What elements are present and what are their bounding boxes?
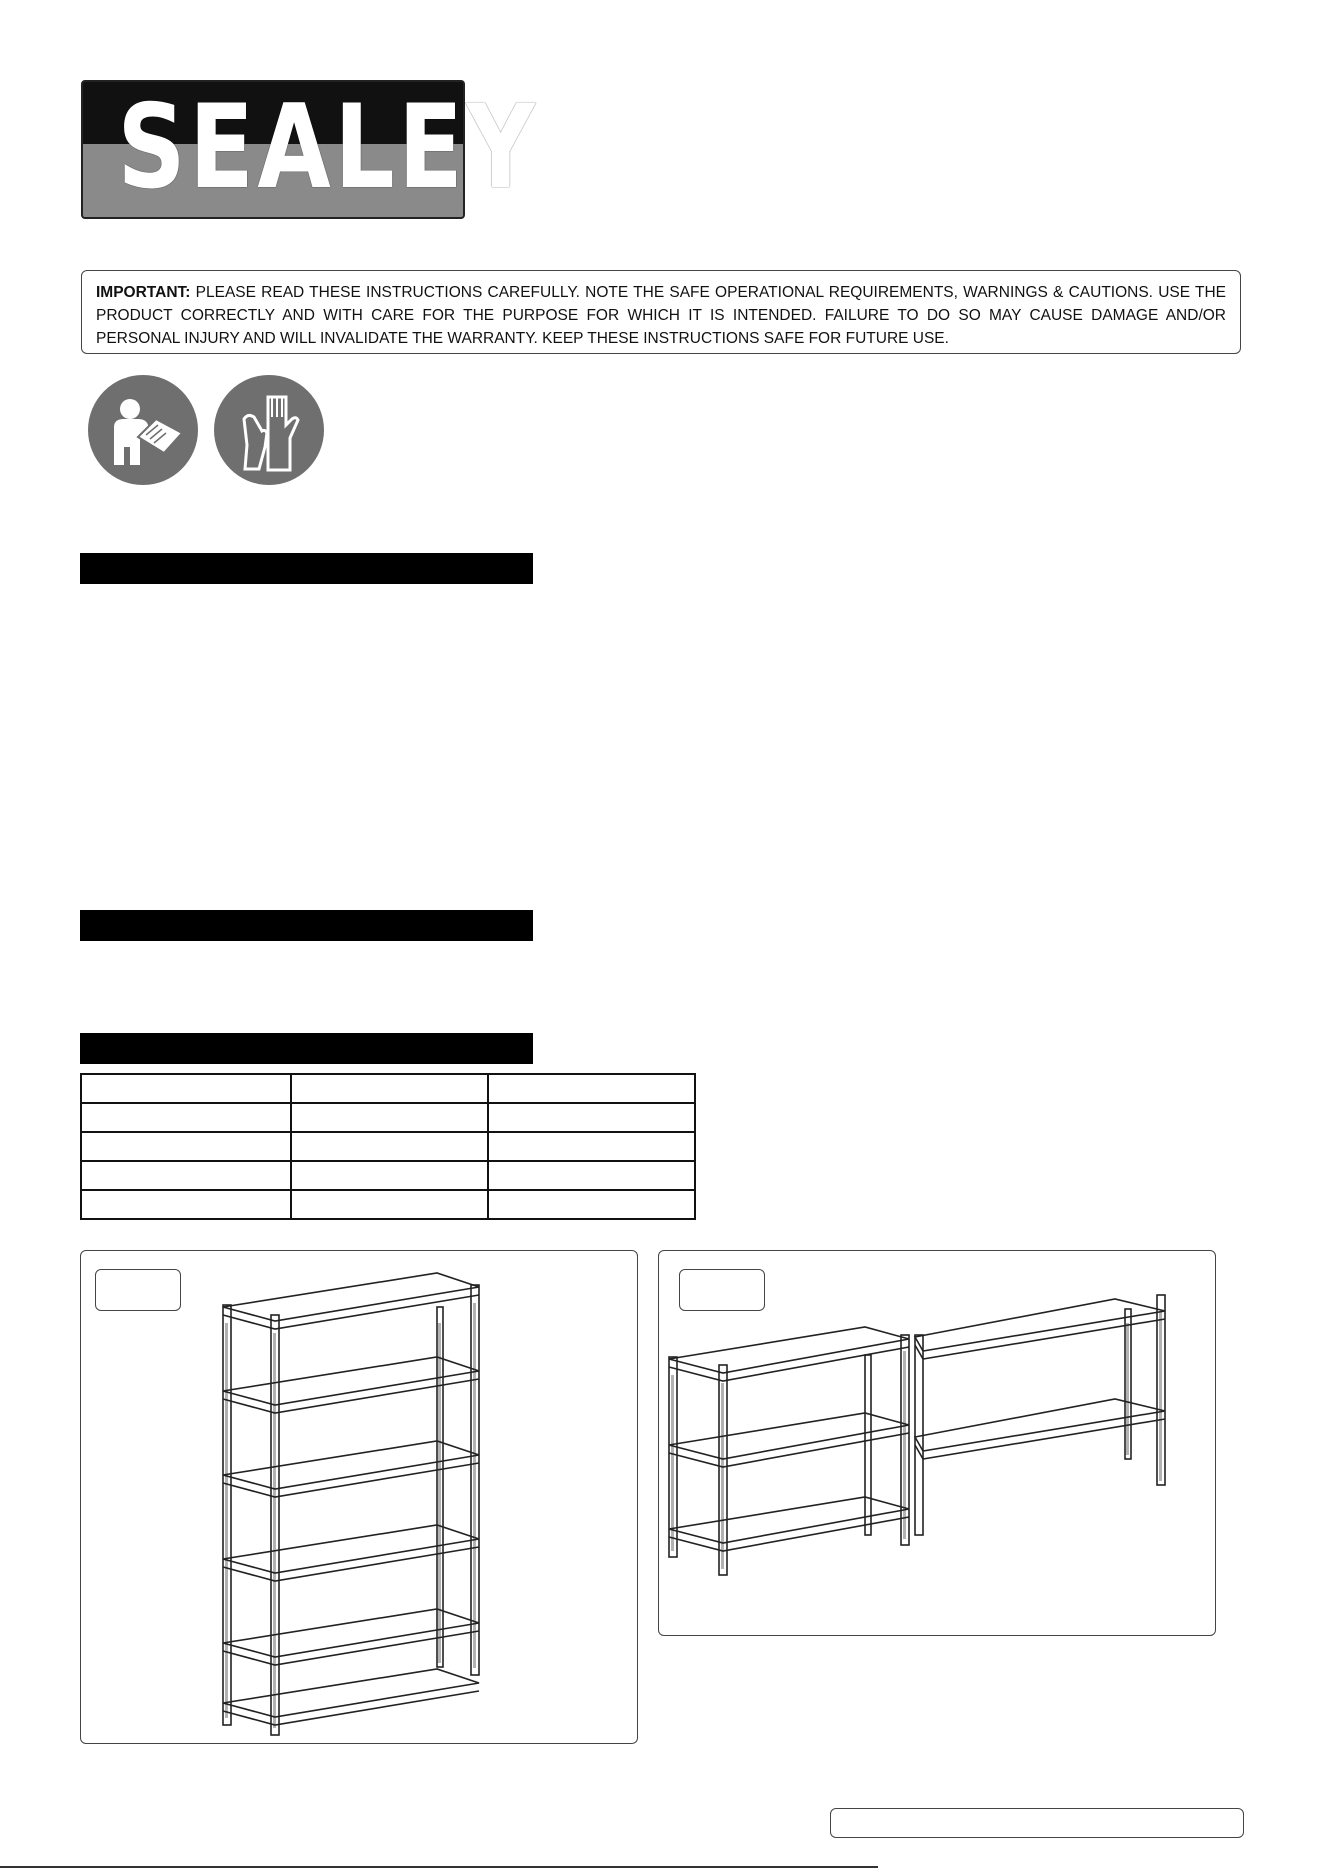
table-cell [488, 1074, 695, 1103]
section-heading-bar [80, 1033, 533, 1064]
table-cell [488, 1190, 695, 1219]
table-cell [291, 1103, 488, 1132]
logo-text: SEALEY [117, 80, 539, 215]
sealey-logo [81, 80, 539, 219]
wear-gloves-icon [214, 375, 324, 485]
table-cell [81, 1103, 291, 1132]
footer-box [830, 1808, 1244, 1838]
table-cell [81, 1161, 291, 1190]
important-notice [81, 270, 1241, 354]
footer-rule [0, 1866, 878, 1868]
table-cell [291, 1132, 488, 1161]
table-row [81, 1074, 695, 1103]
table-cell [488, 1103, 695, 1132]
five-tier-shelving-icon [211, 1263, 501, 1738]
section-heading-bar [80, 553, 533, 584]
two-bay-workbench-shelving-icon [665, 1279, 1211, 1579]
table-cell [81, 1190, 291, 1219]
table-row [81, 1190, 695, 1219]
figure-label [95, 1269, 181, 1311]
table-cell [81, 1074, 291, 1103]
table-cell [291, 1074, 488, 1103]
table-cell [488, 1161, 695, 1190]
table-row [81, 1132, 695, 1161]
table-row [81, 1161, 695, 1190]
important-text: PLEASE READ THESE INSTRUCTIONS CAREFULLY. NOTE THE SAFE OPERATIONAL REQUIREMENTS, WARNINGS & CAUTIONS. USE THE PRODUCT CORRECTLY AND WITH CARE FOR THE PURPOSE FOR WHICH IT IS INTENDED. FAILURE TO DO SO MAY CAUSE DAMAGE AND/OR PERSONAL INJURY AND WILL INVALIDATE THE WARRANTY. KEEP THESE INSTRUCTIONS SAFE FOR FUTURE USE. [96, 284, 1226, 347]
important-label: IMPORTANT: [96, 284, 191, 301]
specification-table [80, 1073, 696, 1220]
table-cell [291, 1190, 488, 1219]
table-cell [291, 1161, 488, 1190]
section-heading-bar [80, 910, 533, 941]
table-cell [81, 1132, 291, 1161]
read-manual-icon [88, 375, 198, 485]
figure-box-2 [658, 1250, 1216, 1636]
table-row [81, 1103, 695, 1132]
table-cell [488, 1132, 695, 1161]
figure-box-1 [80, 1250, 638, 1744]
